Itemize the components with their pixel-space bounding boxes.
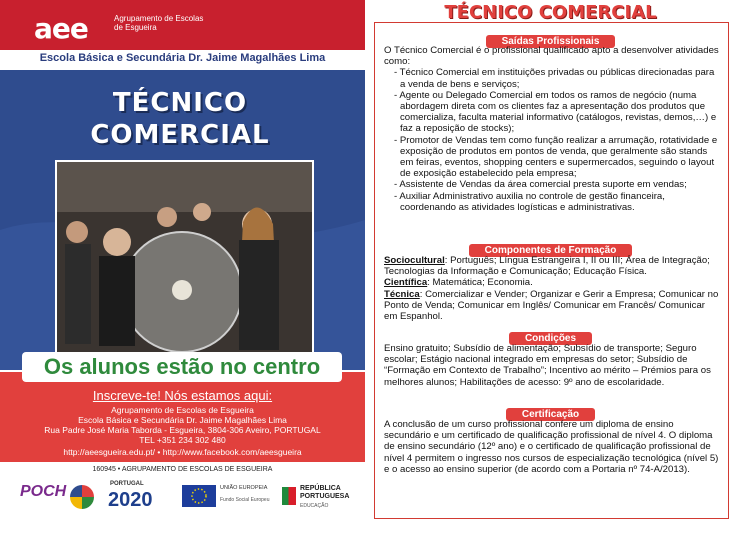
portugal-label: PORTUGAL bbox=[110, 481, 144, 487]
saidas-intro: O Técnico Comercial é o profissional qualificado apto a desenvolver atividades como: bbox=[384, 45, 719, 68]
sponsor-logos bbox=[20, 479, 350, 517]
section-header-condicoes: Condições bbox=[370, 328, 731, 346]
eu-flag-icon bbox=[182, 485, 216, 507]
cover-title-line1: TÉCNICO bbox=[112, 88, 248, 118]
cover-title-line2: COMERCIAL bbox=[90, 120, 270, 150]
photo-illustration bbox=[57, 162, 312, 352]
flyer-cover bbox=[0, 0, 365, 521]
school-name: Escola Básica e Secundária Dr. Jaime Magalhães Lima bbox=[39, 52, 326, 64]
address-line: Agrupamento de Escolas de Esgueira bbox=[111, 405, 254, 415]
republic-label-2: PORTUGUESA bbox=[300, 493, 350, 500]
republic-label: REPÚBLICA bbox=[300, 485, 341, 492]
ministry-label: EDUCAÇÃO bbox=[300, 503, 329, 509]
poch-emblem-icon bbox=[70, 485, 94, 509]
aee-logo: aee bbox=[34, 12, 88, 45]
portugal-flag-icon bbox=[282, 487, 296, 505]
address-line: TEL +351 234 302 480 bbox=[139, 435, 226, 445]
eu-label: UNIÃO EUROPEIA bbox=[220, 485, 268, 491]
condicoes-text: Ensino gratuito; Subsídio de alimentação; Subsídio de transporte; Seguro escolar; Estágio nacional integrado em empresas do setor; Subsídio de “Formação em Contexto de Trabalho”; Incentivo ao mérito – Prémios para os melhores alunos; Habilitações de acesso: 9º ano de escolaridade. bbox=[384, 343, 711, 388]
register-call: Inscreve-te! Nós estamos aqui: bbox=[92, 388, 273, 403]
list-item: - Assistente de Vendas da área comercial presta suporte em vendas; bbox=[394, 179, 687, 191]
certificacao-text: A conclusão de um curso profissional confere um diploma de ensino secundário e um certificado de qualificação profissional de nível 4. O diploma de ensino secundário (12º ano) e o certificado de qualificação profissional de nível 4 permitem o ingresso nos cursos de especialização tecnológica (nível 5) e o acesso ao ensino superior (de acordo com a Portaria nº 74-A/2013). bbox=[384, 419, 719, 475]
section-header-saidas: Saídas Profissionais bbox=[370, 31, 731, 49]
section-header-certificacao: Certificação bbox=[370, 404, 731, 422]
web-links[interactable]: http://aeesgueira.edu.pt/ • http://www.facebook.com/aeesgueira bbox=[63, 447, 302, 457]
tecnica-line: Técnica: Comercializar e Vender; Organizar e Gerir a Empresa; Comunicar no Ponto de Venda; Comunicar em Inglês/ Comunicar em Francês/ Comunicar em Espanhol. bbox=[384, 288, 719, 323]
cientifica-line: Científica: Matemática; Economia. bbox=[384, 277, 533, 289]
list-item: - Agente ou Delegado Comercial em todos os ramos de negócio (numa abordagem direta com os clientes faz a apresentação dos produtos que comercializa, faculta material informativo (catálogos, revistas, demos,…) e faz a reposição de stocks); bbox=[394, 89, 717, 135]
students-photo bbox=[55, 160, 314, 354]
list-item: - Promotor de Vendas tem como função realizar a arrumação, rotatividade e exposição de produtos em pontos de venda, que geralmente são stands em feiras, eventos, shopping centers e supermercados, seguindo o layout de exposição estabelecido pela empresa; bbox=[394, 134, 718, 180]
section-header-componentes: Componentes de Formação bbox=[370, 240, 731, 258]
address-block bbox=[0, 405, 365, 445]
eu-stars-icon bbox=[182, 485, 216, 507]
list-item: - Auxiliar Administrativo auxilia no controle de gestão financeira, coordenando as atividades logísticas e administrativas. bbox=[394, 190, 665, 213]
saidas-text bbox=[384, 45, 720, 213]
logo-subtitle: Agrupamento de Escolas de Esgueira bbox=[114, 14, 204, 32]
list-item: - Técnico Comercial em instituições privadas ou públicas direcionadas para a venda de bens e serviços; bbox=[394, 67, 715, 90]
saidas-list bbox=[384, 67, 720, 213]
footer-id: 160945 • AGRUPAMENTO DE ESCOLAS DE ESGUEIRA bbox=[92, 466, 273, 473]
sociocultural-line: Sociocultural: Português; Língua Estrangeira I, II ou III; Área de Integração; Tecnologias da Informação e Comunicação; Educação Física. bbox=[384, 255, 710, 278]
address-line: Rua Padre José Maria Taborda - Esgueira, 3804-306 Aveiro, PORTUGAL bbox=[44, 425, 321, 435]
portugal-2020-logo: 2020 bbox=[108, 489, 153, 511]
eu-fund-label: Fundo Social Europeu bbox=[220, 497, 270, 503]
slogan: Os alunos estão no centro bbox=[22, 352, 342, 382]
flyer-info bbox=[370, 0, 731, 521]
componentes-text bbox=[384, 255, 720, 322]
info-title: TÉCNICO COMERCIAL bbox=[444, 2, 657, 23]
address-line: Escola Básica e Secundária Dr. Jaime Magalhães Lima bbox=[78, 415, 287, 425]
poch-logo: POCH bbox=[20, 483, 67, 500]
